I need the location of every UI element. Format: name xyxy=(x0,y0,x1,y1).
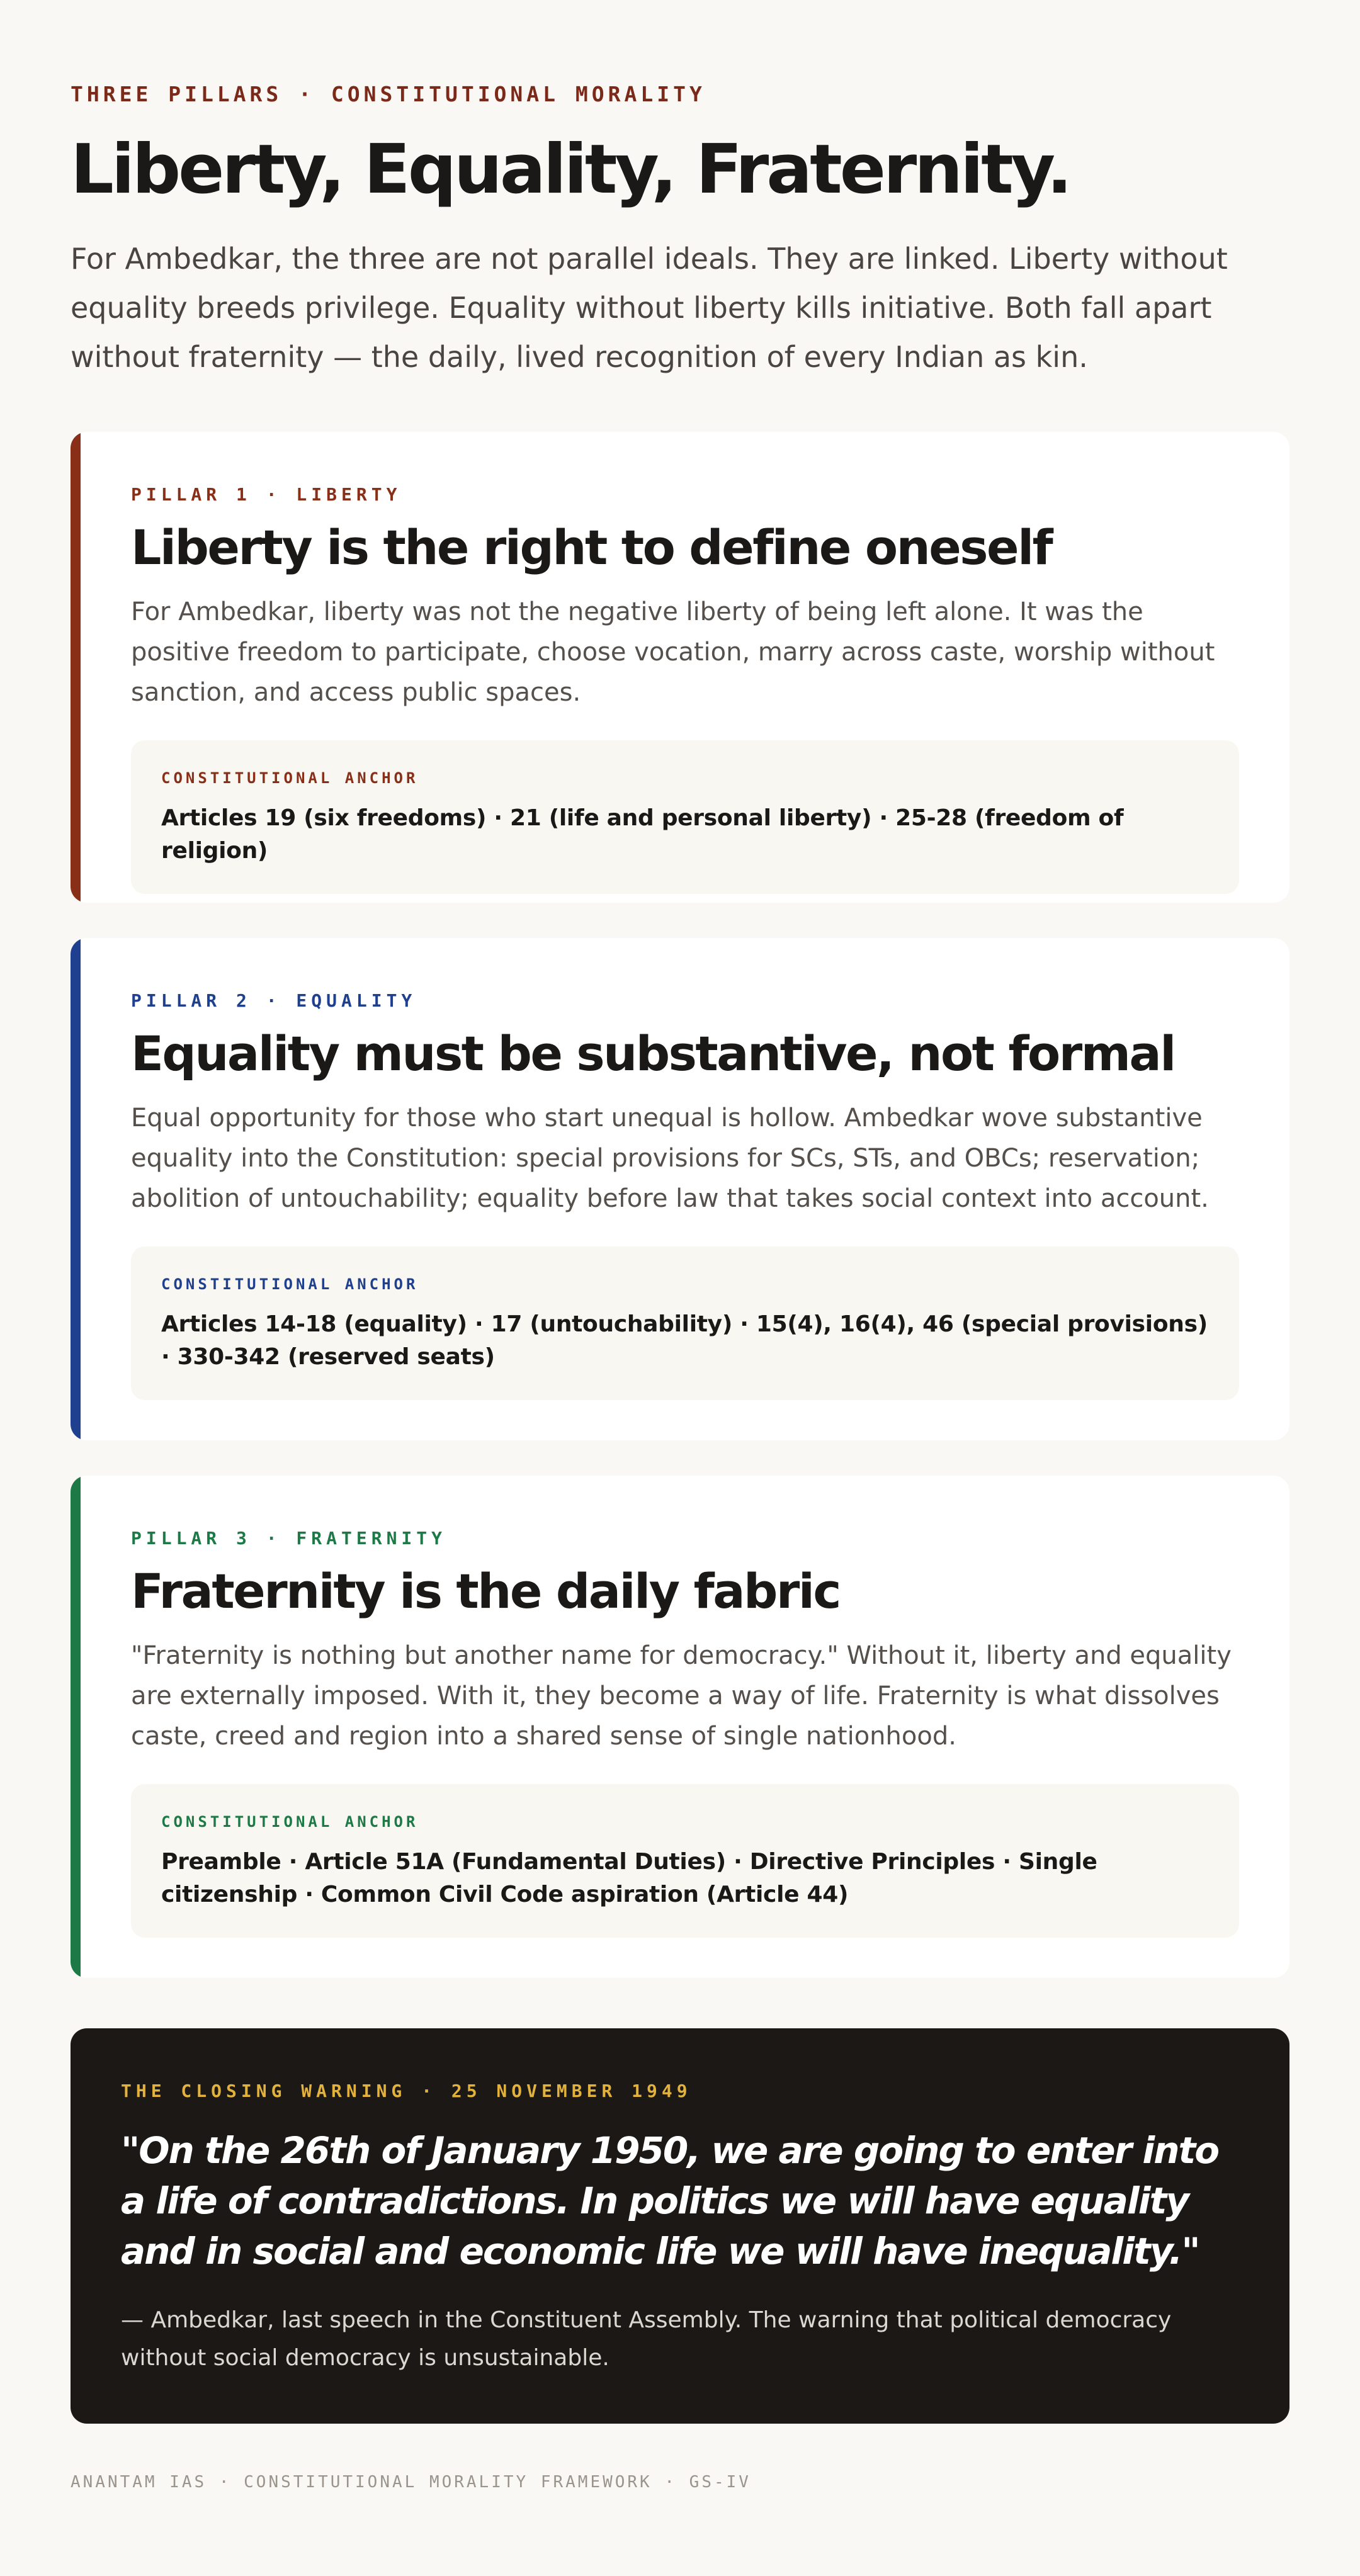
pillar-card-fraternity xyxy=(71,1476,1289,1978)
anchor-label: CONSTITUTIONAL ANCHOR xyxy=(161,1275,419,1293)
pillar-accent-bar xyxy=(71,1476,81,1978)
anchor-articles: Articles 14-18 (equality) · 17 (untouchability) · 15(4), 16(4), 46 (special provisions) · 330-342 (reserved seats) xyxy=(161,1311,1208,1370)
pillar-tag: PILLAR 1 · LIBERTY xyxy=(131,484,402,505)
constitutional-anchor-box xyxy=(131,1784,1239,1938)
pillar-title: Equality must be substantive, not formal xyxy=(131,1025,1175,1082)
pillar-card-equality xyxy=(71,938,1289,1440)
constitutional-anchor-box xyxy=(131,740,1239,894)
anchor-articles: Preamble · Article 51A (Fundamental Duties) · Directive Principles · Single citizenship · Common Civil Code aspiration (Article 44) xyxy=(161,1849,1097,1907)
constitutional-anchor-box xyxy=(131,1246,1239,1400)
pillar-body: "Fraternity is nothing but another name for democracy." Without it, liberty and equality are externally imposed. With it, they become a way of life. Fraternity is what dissolves caste, creed and region into a shared sense of single nationhood. xyxy=(131,1641,1232,1751)
closing-attribution: — Ambedkar, last speech in the Constituent Assembly. The warning that political democracy without social democracy is unsustainable. xyxy=(121,2307,1172,2371)
pillar-card-liberty xyxy=(71,432,1289,903)
pillar-accent-bar xyxy=(71,938,81,1440)
closing-warning-card xyxy=(71,2028,1289,2424)
closing-tag: THE CLOSING WARNING · 25 NOVEMBER 1949 xyxy=(121,2081,692,2101)
closing-quote: "On the 26th of January 1950, we are going to enter into a life of contradictions. In politics we will have equality and in social and economic life we will have inequality." xyxy=(121,2129,1219,2273)
header-eyebrow: THREE PILLARS · CONSTITUTIONAL MORALITY xyxy=(71,82,706,106)
page-footer: ANANTAM IAS · CONSTITUTIONAL MORALITY FRAMEWORK · GS-IV xyxy=(71,2473,751,2492)
pillar-title: Liberty is the right to define oneself xyxy=(131,519,1052,575)
pillar-accent-bar xyxy=(71,432,81,903)
pillar-body: For Ambedkar, liberty was not the negative liberty of being left alone. It was the positive freedom to participate, choose vocation, marry across caste, worship without sanction, and access public spaces. xyxy=(131,597,1215,707)
pillar-tag: PILLAR 2 · EQUALITY xyxy=(131,990,417,1011)
pillar-tag: PILLAR 3 · FRATERNITY xyxy=(131,1528,447,1549)
anchor-label: CONSTITUTIONAL ANCHOR xyxy=(161,769,419,787)
pillar-body: Equal opportunity for those who start unequal is hollow. Ambedkar wove substantive equality into the Constitution: special provisions for SCs, STs, and OBCs; reservation; abolition of untouchability; equality before law that takes social context into account. xyxy=(131,1104,1209,1213)
page-lead: For Ambedkar, the three are not parallel ideals. They are linked. Liberty without equality breeds privilege. Equality without liberty kills initiative. Both fall apart without fraternity — the daily, lived recognition of every Indian as kin. xyxy=(71,242,1228,374)
pillar-title: Fraternity is the daily fabric xyxy=(131,1563,840,1619)
anchor-articles: Articles 19 (six freedoms) · 21 (life and personal liberty) · 25-28 (freedom of religion) xyxy=(161,805,1124,864)
anchor-label: CONSTITUTIONAL ANCHOR xyxy=(161,1813,419,1831)
page-title: Liberty, Equality, Fraternity. xyxy=(71,130,1070,209)
